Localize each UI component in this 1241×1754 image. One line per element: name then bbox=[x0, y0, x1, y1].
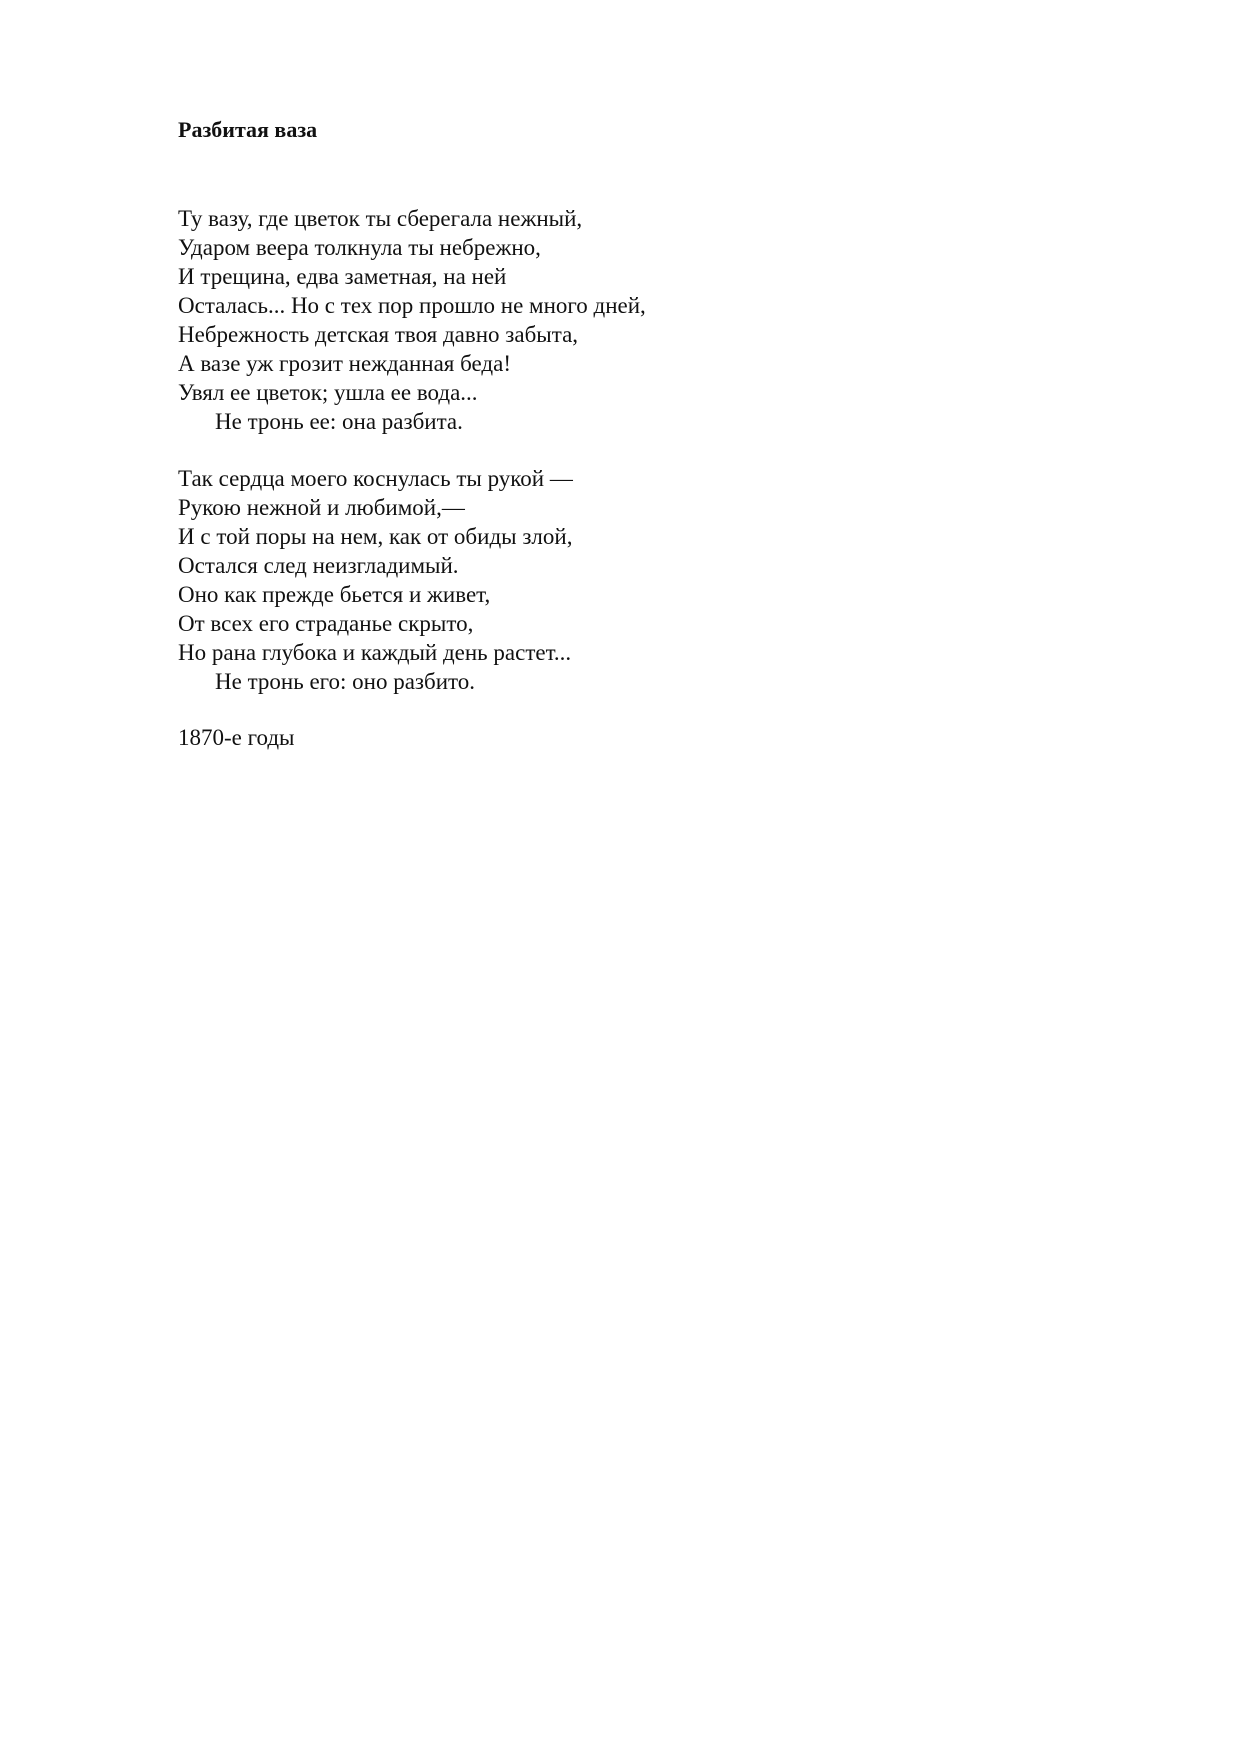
poem-line: Остался след неизгладимый. bbox=[178, 553, 459, 578]
stanza-1 bbox=[178, 204, 646, 436]
poem-line: Так сердца моего коснулась ты рукой — bbox=[178, 466, 573, 491]
poem-line: Но рана глубока и каждый день растет... bbox=[178, 640, 572, 665]
poem-line: А вазе уж грозит нежданная беда! bbox=[178, 351, 511, 376]
poem-title: Разбитая ваза bbox=[178, 117, 318, 142]
poem-line: И трещина, едва заметная, на ней bbox=[178, 264, 507, 289]
poem-line: Осталась... Но с тех пор прошло не много дней, bbox=[178, 293, 646, 318]
poem-line: Оно как прежде бьется и живет, bbox=[178, 582, 491, 607]
poem-line: И с той поры на нем, как от обиды злой, bbox=[178, 524, 573, 549]
poem-refrain-line: Не тронь ее: она разбита. bbox=[215, 409, 463, 434]
poem-line: Увял ее цветок; ушла ее вода... bbox=[178, 380, 478, 405]
poem-line: Ту вазу, где цветок ты сберегала нежный, bbox=[178, 206, 583, 231]
poem-line: Рукою нежной и любимой,— bbox=[178, 495, 465, 520]
poem-date: 1870-е годы bbox=[178, 725, 295, 750]
poem-refrain-line: Не тронь его: оно разбито. bbox=[215, 669, 476, 694]
stanza-2 bbox=[178, 464, 573, 696]
poem-line: Небрежность детская твоя давно забыта, bbox=[178, 322, 579, 347]
poem-line: От всех его страданье скрыто, bbox=[178, 611, 474, 636]
poem-line: Ударом веера толкнула ты небрежно, bbox=[178, 235, 541, 260]
